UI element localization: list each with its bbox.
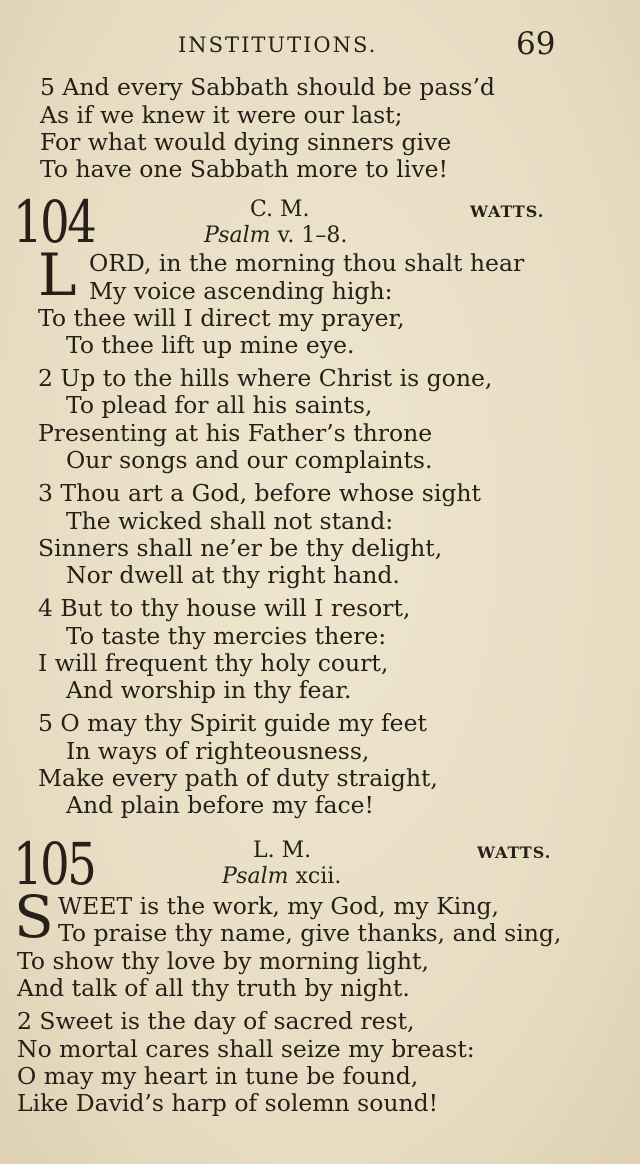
- verse-line: 2 Sweet is the day of sacred rest,: [17, 1007, 415, 1035]
- verse-line: 5 O may thy Spirit guide my feet: [38, 709, 427, 737]
- hymn-number: 105: [13, 830, 95, 898]
- verse-line: 2 Up to the hills where Christ is gone,: [38, 364, 493, 392]
- scripture-book: Psalm: [222, 864, 289, 889]
- drop-cap: S: [14, 883, 54, 951]
- verse-line: I will frequent thy holy court,: [38, 649, 389, 677]
- page-number: 69: [516, 26, 556, 62]
- verse-line: To show thy love by morning light,: [17, 947, 429, 975]
- verse-line: 3 Thou art a God, before whose sight: [38, 479, 481, 507]
- verse-line: And plain before my face!: [66, 791, 374, 819]
- verse-line: In ways of righteousness,: [66, 737, 370, 765]
- verse-line: To thee will I direct my prayer,: [38, 304, 405, 332]
- hymn-author: WATTS.: [477, 843, 552, 862]
- verse-line: No mortal cares shall seize my breast:: [17, 1035, 475, 1063]
- hymn-number: 104: [13, 188, 95, 256]
- verse-line: Our songs and our complaints.: [66, 446, 433, 474]
- scripture-chapter: xcii.: [295, 864, 342, 889]
- verse-line: O may my heart in tune be found,: [17, 1062, 419, 1090]
- hymn-author: WATTS.: [470, 202, 545, 221]
- verse-line: 4 But to thy house will I resort,: [38, 594, 411, 622]
- verse-line: WEET is the work, my God, my King,: [58, 892, 499, 920]
- verse-line: And talk of all thy truth by night.: [17, 974, 410, 1002]
- verse-line: The wicked shall not stand:: [66, 507, 394, 535]
- verse-line: Like David’s harp of solemn sound!: [17, 1089, 439, 1117]
- scripture-book: Psalm: [204, 223, 271, 248]
- verse-line: To thee lift up mine eye.: [66, 331, 355, 359]
- continuation-line: For what would dying sinners give: [40, 128, 452, 156]
- running-header: INSTITUTIONS.: [178, 33, 378, 57]
- hymn-meter: L. M.: [253, 838, 312, 863]
- verse-line: To taste thy mercies there:: [66, 622, 387, 650]
- verse-line: To plead for all his saints,: [66, 391, 373, 419]
- scripture-reference: [204, 223, 347, 248]
- verse-line: ORD, in the morning thou shalt hear: [89, 249, 525, 277]
- continuation-line: As if we knew it were our last;: [40, 101, 403, 129]
- scripture-chapter: v. 1–8.: [277, 223, 348, 248]
- scripture-reference: [222, 864, 341, 889]
- verse-line: Presenting at his Father’s throne: [38, 419, 433, 447]
- continuation-line: To have one Sabbath more to live!: [40, 155, 448, 183]
- drop-cap: L: [38, 241, 77, 309]
- hymn-meter: C. M.: [250, 197, 310, 222]
- verse-line: To praise thy name, give thanks, and sing,: [58, 919, 562, 947]
- verse-line: Make every path of duty straight,: [38, 764, 438, 792]
- verse-line: And worship in thy fear.: [66, 676, 352, 704]
- verse-line: Nor dwell at thy right hand.: [66, 561, 400, 589]
- verse-line: Sinners shall ne’er be thy delight,: [38, 534, 443, 562]
- verse-line: My voice ascending high:: [89, 277, 393, 305]
- continuation-line: 5 And every Sabbath should be pass’d: [40, 73, 495, 101]
